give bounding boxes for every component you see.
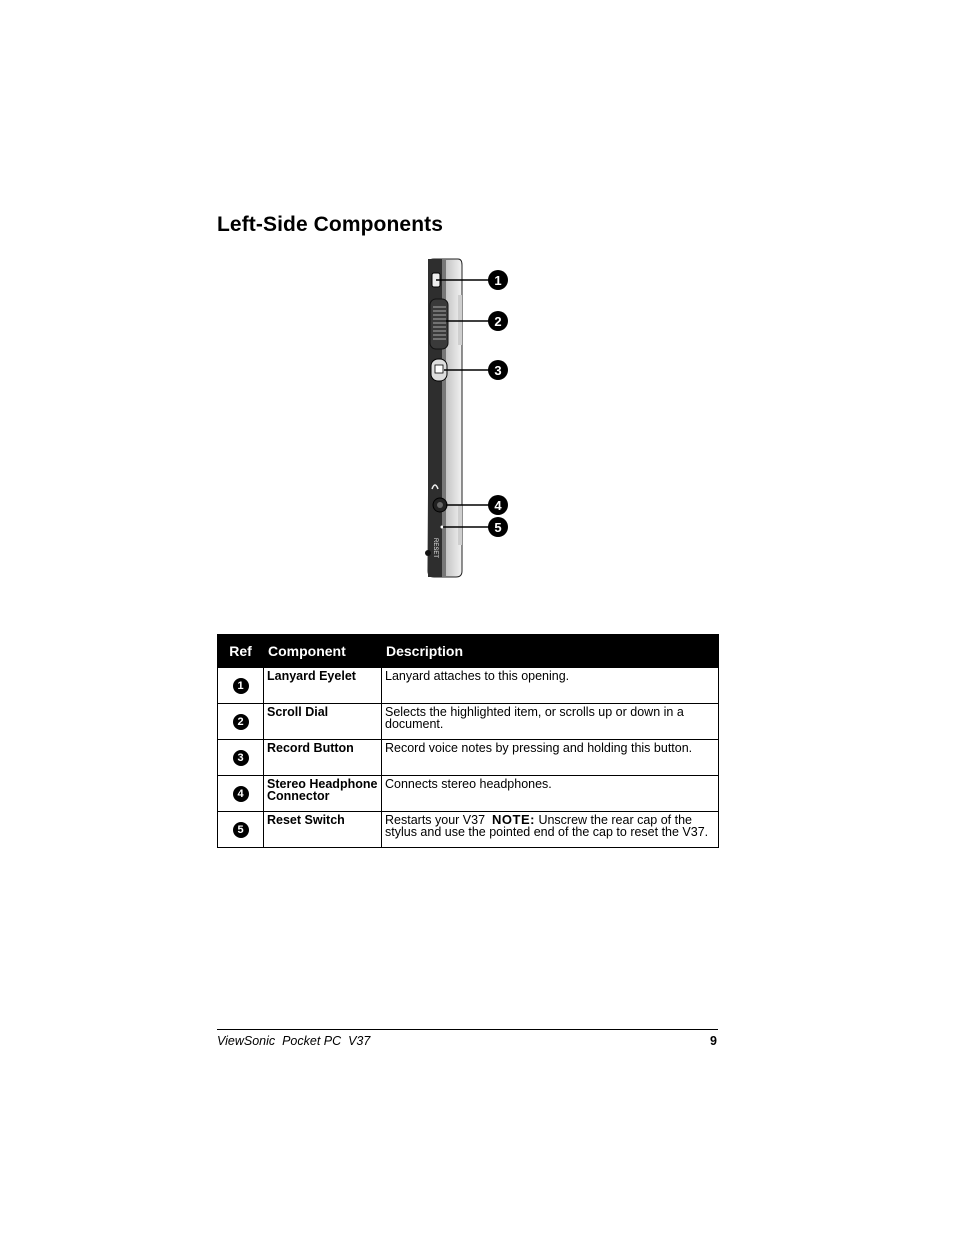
component-name: Lanyard Eyelet — [264, 668, 382, 704]
component-description: Selects the highlighted item, or scrolls up or down in a document. — [382, 704, 719, 740]
component-name: Scroll Dial — [264, 704, 382, 740]
header-description: Description — [382, 635, 719, 668]
ref-badge: 2 — [233, 714, 249, 730]
table-row — [218, 668, 719, 704]
header-ref: Ref — [218, 635, 264, 668]
table-row — [218, 776, 719, 812]
table-row — [218, 740, 719, 776]
description-pre: Restarts your V37 — [385, 813, 486, 827]
ref-badge: 4 — [233, 786, 249, 802]
ref-badge: 3 — [233, 750, 249, 766]
header-component: Component — [264, 635, 382, 668]
component-description: Connects stereo headphones. — [382, 776, 719, 812]
component-name: Stereo Headphone Connector — [264, 776, 382, 812]
callout-4-number: 4 — [494, 498, 502, 513]
callout-2-number: 2 — [494, 314, 502, 329]
callout-3-number: 3 — [494, 363, 502, 378]
component-description — [382, 812, 719, 848]
component-description: Record voice notes by pressing and holding this button. — [382, 740, 719, 776]
reset-label: RESET — [432, 538, 438, 559]
component-description: Lanyard attaches to this opening. — [382, 668, 719, 704]
ref-badge: 5 — [233, 822, 249, 838]
footer-product-name: ViewSonic Pocket PC V37 — [217, 1034, 371, 1048]
note-label: NOTE: — [492, 812, 535, 827]
page-title: Left-Side Components — [217, 213, 443, 236]
component-name: Reset Switch — [264, 812, 382, 848]
stylus-tip — [425, 550, 431, 556]
ref-badge: 1 — [233, 678, 249, 694]
page-number: 9 — [710, 1034, 717, 1048]
components-table — [217, 634, 719, 848]
callout-1-number: 1 — [494, 273, 502, 288]
description-post: Unscrew the rear cap of the stylus and use the pointed end of the cap to reset the V37. — [385, 813, 709, 839]
table-row — [218, 704, 719, 740]
device-left-side-figure — [400, 255, 530, 585]
table-row — [218, 812, 719, 848]
footer-rule — [217, 1029, 718, 1030]
table-header-row — [218, 635, 719, 668]
callout-5-number: 5 — [494, 520, 502, 535]
component-name: Record Button — [264, 740, 382, 776]
